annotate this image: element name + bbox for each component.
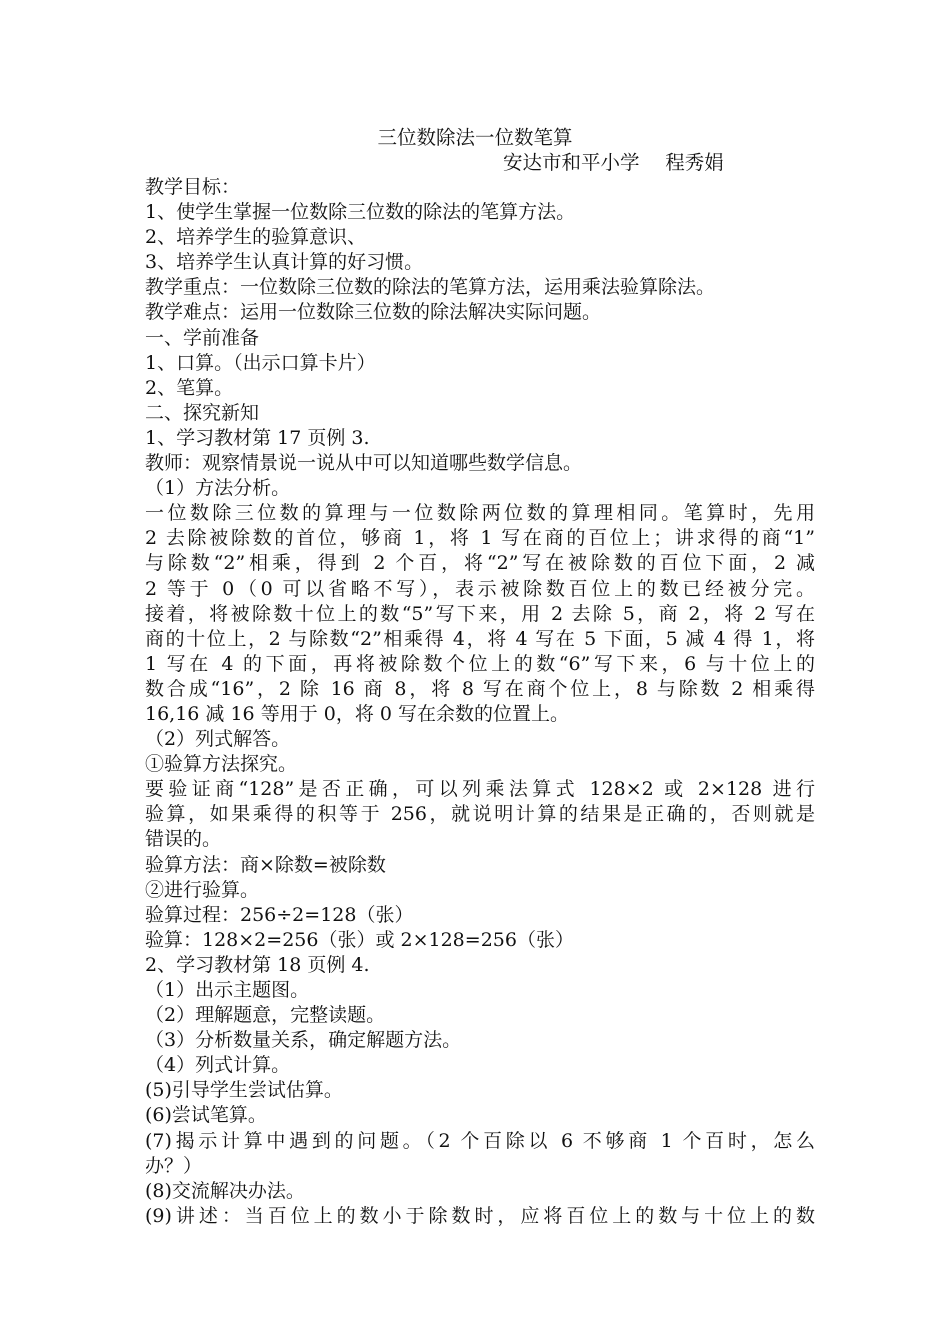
text-line: 2、学习教材第 18 页例 4. [145, 953, 370, 976]
text-line: 要验证商“128”是否正确，可以列乘法算式 128×2 或 2×128 进行 [145, 778, 815, 801]
text-line: （2）列式解答。 [145, 728, 291, 751]
text-line: (5)引导学生尝试估算。 [145, 1079, 343, 1102]
text-line: 3、培养学生认真计算的好习惯。 [145, 251, 424, 274]
text-line: (7)揭示计算中遇到的问题。（2 个百除以 6 不够商 1 个百时，怎么 [145, 1129, 815, 1152]
text-line: 1、学习教材第 17 页例 3. [145, 426, 370, 449]
text-line: 1 写在 4 的下面，再将被除数个位上的数“6”写下来，6 与十位上的 [145, 652, 815, 675]
text-line: 2、培养学生的验算意识、 [145, 226, 367, 249]
text-line: （3）分析数量关系，确定解题方法。 [145, 1029, 462, 1052]
text-line: 一、学前准备 [145, 326, 260, 349]
text-line: 数合成“16”，2 除 16 商 8，将 8 写在商个位上，8 与除数 2 相乘得 [145, 677, 815, 700]
text-line: 2 等于 0（0 可以省略不写），表示被除数百位上的数已经被分完。 [145, 577, 815, 600]
text-line: 教学目标： [145, 176, 241, 198]
text-line: 教学重点：一位数除三位数的除法的笔算方法，运用乘法验算除法。 [145, 276, 716, 299]
text-line: （1）出示主题图。 [145, 979, 310, 1001]
text-line: 1、口算。（出示口算卡片） [145, 351, 376, 374]
text-line: 教学难点：运用一位数除三位数的除法解决实际问题。 [145, 301, 602, 324]
text-line: ②进行验算。 [145, 878, 260, 901]
text-line: (9)讲述：当百位上的数小于除数时，应将百位上的数与十位上的数 [145, 1204, 815, 1227]
text-line: 1、使学生掌握一位数除三位数的除法的笔算方法。 [145, 201, 576, 224]
text-line: （2）理解题意，完整读题。 [145, 1004, 386, 1027]
text-line: 验算方法：商×除数=被除数 [145, 853, 386, 876]
text-line: ①验算方法探究。 [145, 753, 298, 776]
text-line: (8)交流解决办法。 [145, 1179, 305, 1202]
text-line: 2、笔算。 [145, 376, 234, 399]
text-line: (6)尝试笔算。 [145, 1104, 267, 1127]
text-line: 验算，如果乘得的积等于 256，就说明计算的结果是正确的，否则就是 [145, 803, 815, 826]
text-line: 一位数除三位数的算理与一位数除两位数的算理相同。笔算时，先用 [145, 502, 815, 525]
text-line: 二、探究新知 [145, 401, 260, 424]
text-line: 商的十位上，2 与除数“2”相乘得 4，将 4 写在 5 下面，5 减 4 得 1，将 [145, 627, 815, 650]
text-line: 接着，将被除数十位上的数“5”写下来，用 2 去除 5，商 2，将 2 写在 [145, 602, 815, 625]
text-line: 验算：128×2=256（张）或 2×128=256（张） [145, 928, 574, 951]
text-line: 验算过程：256÷2=128（张） [145, 903, 414, 926]
text-line: （1）方法分析。 [145, 477, 291, 500]
text-line: （4）列式计算。 [145, 1054, 291, 1077]
text-line: 16,16 减 16 等用于 0，将 0 写在余数的位置上。 [145, 702, 569, 725]
text-line: 2 去除被除数的首位，够商 1，将 1 写在商的百位上；讲求得的商“1” [145, 527, 815, 550]
text-line: 办？） [145, 1154, 203, 1177]
text-line: 错误的。 [145, 828, 222, 851]
document-body [145, 175, 815, 1229]
text-line: 教师：观察情景说一说从中可以知道哪些数学信息。 [145, 452, 583, 475]
document-author: 安达市和平小学 程秀娟 [503, 151, 724, 174]
text-line: 与除数“2”相乘，得到 2 个百，将“2”写在被除数的百位下面，2 减 [145, 552, 815, 575]
document-title: 三位数除法一位数笔算 [377, 126, 573, 149]
